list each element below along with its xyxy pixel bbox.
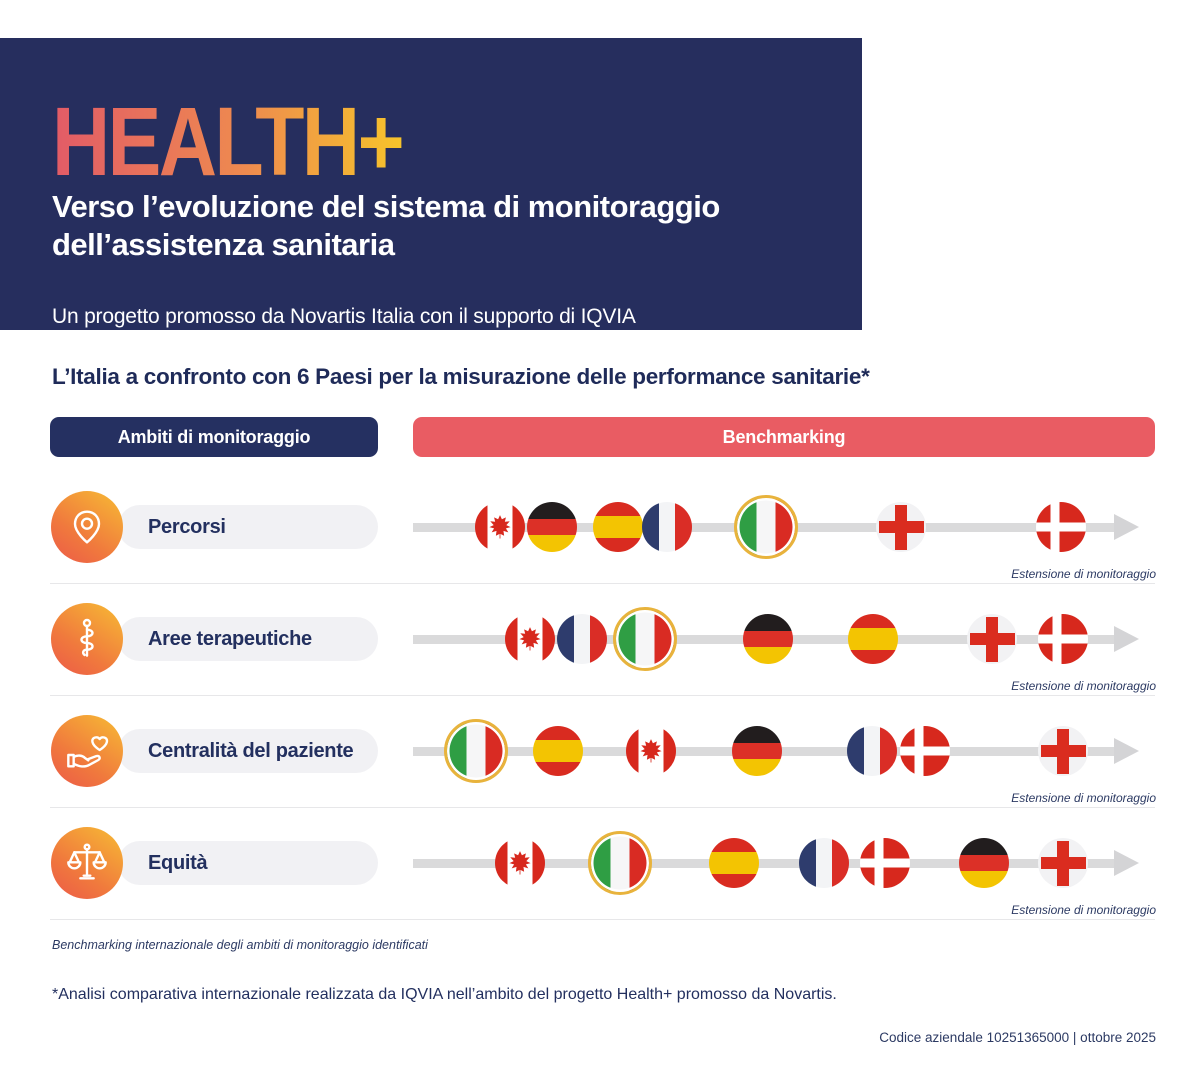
flag-france-icon [847,726,897,776]
flag-spain-icon [533,726,583,776]
hand-heart-icon [51,715,123,787]
flag-denmark-icon [860,838,910,888]
flag-france-icon [557,614,607,664]
hero-subtitle: Un progetto promosso da Novartis Italia con il supporto di IQVIA [52,305,636,328]
footnote-asterisk: *Analisi comparativa internazionale realizzata da IQVIA nell’ambito del progetto Health+ promosso da Novartis. [52,986,837,1003]
flag-italy-icon [444,719,508,783]
flag-italy-icon [588,831,652,895]
flag-italy-icon [613,607,677,671]
footnote-benchmarking: Benchmarking internazionale degli ambiti di monitoraggio identificati [52,938,428,952]
company-code: Codice aziendale 10251365000 | ottobre 2025 [879,1030,1156,1045]
column-header-ambiti: Ambiti di monitoraggio [50,417,378,457]
row-pill-centralita-del-paziente [118,729,378,773]
arrow-right-icon [1114,850,1139,876]
axis-label-estensione: Estensione di monitoraggio [1011,903,1156,917]
flag-canada-icon [495,838,545,888]
flag-canada-icon [505,614,555,664]
scales-icon [51,827,123,899]
row-pill-aree-terapeutiche [118,617,378,661]
row-label: Aree terapeutiche [148,628,312,650]
asclepius-icon [51,603,123,675]
location-pin-icon [51,491,123,563]
section-title: L’Italia a confronto con 6 Paesi per la misurazione delle performance sanitarie* [52,364,870,389]
row-pill-percorsi [118,505,378,549]
flag-germany-icon [959,838,1009,888]
row-separator [50,919,1155,920]
flag-england-icon [967,614,1017,664]
row-label: Equità [148,852,208,874]
flag-canada-icon [475,502,525,552]
column-header-benchmarking: Benchmarking [413,417,1155,457]
row-label: Centralità del paziente [148,740,354,762]
row-separator [50,807,1155,808]
flag-england-icon [1038,726,1088,776]
flag-germany-icon [732,726,782,776]
row-separator [50,695,1155,696]
flag-spain-icon [593,502,643,552]
flag-england-icon [876,502,926,552]
hero-title: Verso l’evoluzione del sistema di monitoraggio dell’assistenza sanitaria [52,189,720,263]
axis-label-estensione: Estensione di monitoraggio [1011,791,1156,805]
axis-label-estensione: Estensione di monitoraggio [1011,679,1156,693]
row-label: Percorsi [148,516,226,538]
flag-france-icon [799,838,849,888]
health-plus-logo: HEALTH+ [52,87,403,196]
flag-denmark-icon [1038,614,1088,664]
flag-canada-icon [626,726,676,776]
row-separator [50,583,1155,584]
axis-label-estensione: Estensione di monitoraggio [1011,567,1156,581]
flag-england-icon [1038,838,1088,888]
flag-france-icon [642,502,692,552]
flag-germany-icon [527,502,577,552]
row-pill-equita [118,841,378,885]
flag-italy-icon [734,495,798,559]
arrow-right-icon [1114,514,1139,540]
arrow-right-icon [1114,626,1139,652]
flag-denmark-icon [1036,502,1086,552]
flag-spain-icon [709,838,759,888]
arrow-right-icon [1114,738,1139,764]
flag-spain-icon [848,614,898,664]
flag-denmark-icon [900,726,950,776]
flag-germany-icon [743,614,793,664]
